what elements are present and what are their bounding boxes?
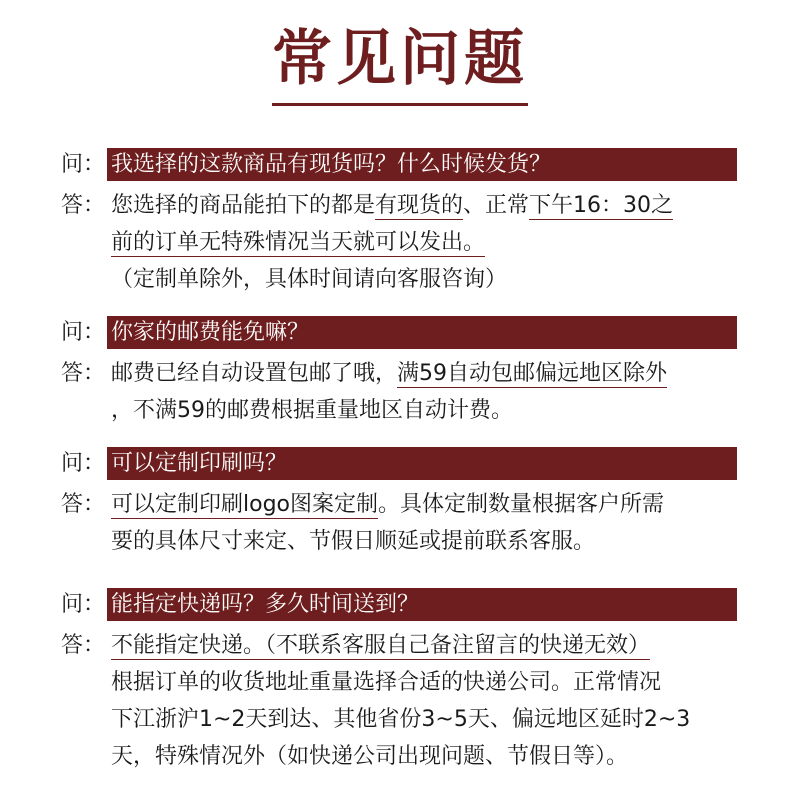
question-row [0,316,800,349]
answer-row [0,486,800,560]
question-row [0,588,800,621]
answer-text [111,627,741,775]
underlined-text: 不能指定快递。（不联系客服自己备注留言的快递无效） [111,633,651,658]
answer-text [111,187,741,298]
answer-text [111,355,741,429]
question-label: 问： [61,152,106,177]
answer-line: ，不满59的邮费根据重量地区自动计费。 [111,398,513,423]
question-row [0,148,800,181]
answer-line: （定制单除外，具体时间请向客服咨询） [111,267,508,292]
answer-line [111,627,741,664]
faq-item [0,316,800,429]
answer-label: 答： [61,361,106,386]
question-label: 问： [61,592,106,617]
answer-text [111,486,741,560]
answer-label: 答： [61,492,106,517]
underlined-text: 有现货的 [375,193,464,218]
faq-item [0,588,800,775]
faq-item [0,447,800,560]
question-row [0,447,800,480]
answer-line: 可以定制印刷logo图案定制。具体定制数量根据客户所需 [111,492,665,517]
underlined-text: 下午16：30之 [529,193,674,218]
underlined-text: 满59自动包邮偏远地区除外 [397,361,668,386]
answer-row [0,627,800,775]
answer-line: 天，特殊情况外（如快递公司出现问题、节假日等）。 [111,744,629,769]
answer-label: 答： [61,633,106,658]
question-text: 可以定制印刷吗？ [111,451,288,476]
answer-line: 您选择的商品能拍下的都是有现货的、正常下午16：30之 [111,193,674,218]
faq-item [0,148,800,298]
answer-line: 根据订单的收货地址重量选择合适的快递公司。正常情况 [111,670,662,695]
underlined-text: 可以定制印刷logo图案定制 [111,492,378,517]
title-underline [272,103,528,106]
answer-line: 要的具体尺寸来定、节假日顺延或提前联系客服。 [111,529,596,554]
question-label: 问： [61,320,106,345]
question-text: 能指定快递吗？多久时间送到？ [111,592,420,617]
answer-line: 邮费已经自动设置包邮了哦，满59自动包邮偏远地区除外 [111,361,668,386]
question-label: 问： [61,451,106,476]
page-title: 常见问题 [272,24,528,94]
question-text: 我选择的这款商品有现货吗？什么时候发货？ [111,152,552,177]
answer-row [0,355,800,429]
answer-row [0,187,800,298]
underlined-text: 前的订单无特殊情况当天就可以发出。 [111,230,486,255]
question-text: 你家的邮费能免嘛？ [111,320,310,345]
answer-line: 下江浙沪1~2天到达、其他省份3~5天、偏远地区延时2~3 [111,707,691,732]
answer-label: 答： [61,193,106,218]
answer-line [111,224,741,261]
